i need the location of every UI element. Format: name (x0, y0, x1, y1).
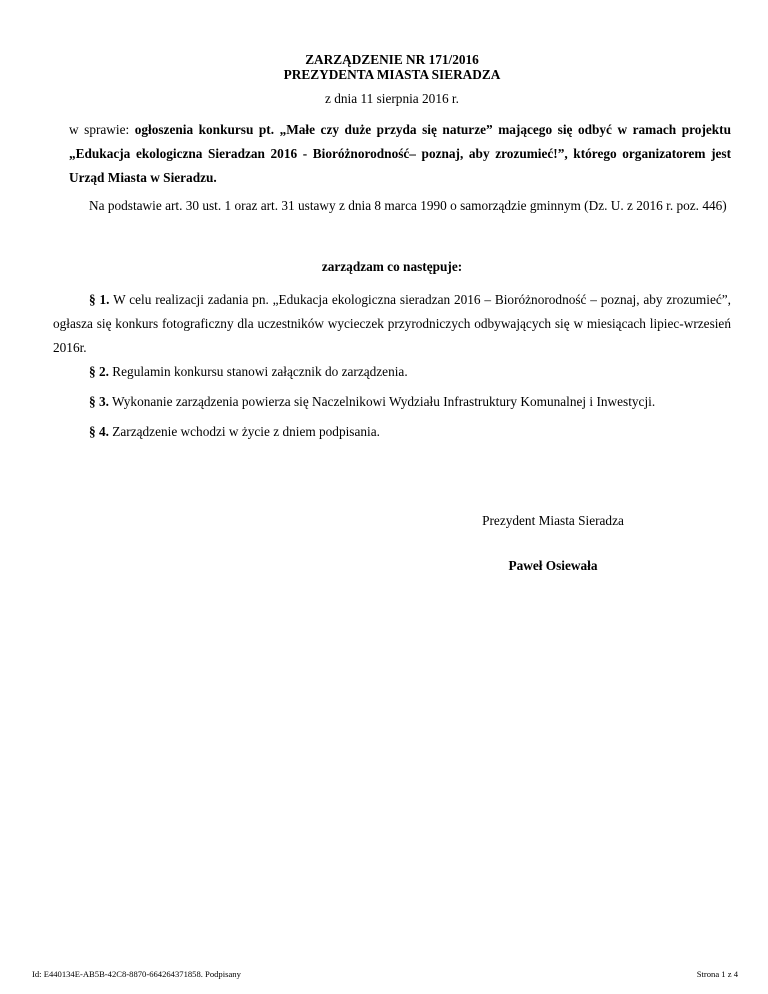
signature-role: Prezydent Miasta Sieradza (482, 513, 624, 528)
paragraph-text: Zarządzenie wchodzi w życie z dniem podpisania. (108, 424, 380, 439)
document-date: z dnia 11 sierpnia 2016 r. (325, 91, 459, 106)
paragraph-number: § 1. (89, 292, 110, 307)
paragraph-text: Wykonanie zarządzenia powierza się Naczelnikowi Wydziału Infrastruktury Komunalnej i Inwestycji. (108, 394, 656, 409)
paragraph-number: § 2. (89, 364, 109, 379)
paragraph-text: W celu realizacji zadania pn. „Edukacja ekologiczna sieradzan 2016 – Bioróżnorodność – poznaj, aby zrozumieć”, ogłasza się konkurs fotograficzny dla uczestników wycieczek przyrodniczych odbywających się w miesiącach lipiec-wrzesień 2016r. (53, 292, 732, 355)
document-page (32, 0, 738, 994)
page-number: Strona 1 z 4 (696, 969, 738, 979)
document-id: Id: E440134E-AB5B-42C8-8870-664264371858. Podpisany (32, 969, 241, 979)
document-title (53, 52, 731, 82)
ordain-heading: zarządzam co następuje: (321, 259, 463, 274)
subject-prefix: w sprawie: (69, 122, 135, 137)
paragraph-4 (53, 420, 731, 444)
legal-basis: Na podstawie art. 30 ust. 1 oraz art. 31 ustawy z dnia 8 marca 1990 o samorządzie gminnym (Dz. U. z 2016 r. poz. 446) (89, 198, 727, 213)
title-line-2: PREZYDENTA MIASTA SIERADZA (283, 67, 501, 82)
subject-paragraph (69, 118, 731, 190)
subject-text: ogłoszenia konkursu pt. „Małe czy duże przyda się naturze” mającego się odbyć w ramach projektu „Edukacja ekologiczna Sieradzan 2016 - Bioróżnorodność– poznaj, aby zrozumieć!”, którego organizatorem jest Urząd Miasta w Sieradzu. (69, 122, 731, 185)
paragraph-number: § 3. (89, 394, 109, 409)
paragraph-number: § 4. (89, 424, 109, 439)
signature-name: Paweł Osiewała (508, 558, 598, 573)
paragraph-text: Regulamin konkursu stanowi załącznik do zarządzenia. (108, 364, 408, 379)
title-line-1: ZARZĄDZENIE NR 171/2016 (305, 52, 479, 67)
paragraph-3 (53, 390, 731, 414)
paragraph-2 (53, 360, 731, 384)
paragraph-1 (53, 288, 731, 360)
